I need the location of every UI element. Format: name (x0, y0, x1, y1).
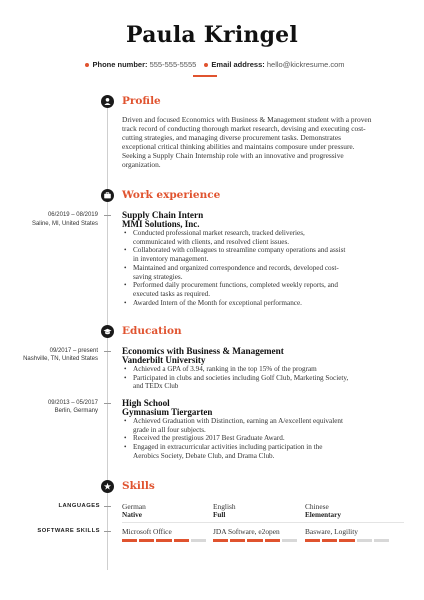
list-item: • Collaborated with colleagues to streamline company operations and assist in inventory management. (122, 246, 404, 263)
phone-value: 555-555-5555 (149, 60, 197, 69)
profile-line: Driven and focused Economics with Business & Management student with a proven (122, 115, 372, 124)
rating-segment (357, 539, 372, 542)
email-value: hello@kickresume.com (266, 60, 345, 69)
skills-heading: Skills (122, 480, 155, 492)
list-item: • Achieved Graduation with Distinction, earning an A/excellent equivalent grade in all four subjects. (122, 417, 404, 434)
person-icon (101, 95, 114, 108)
job-company: MMI Solutions, Inc. (122, 219, 200, 229)
rating-segment (174, 539, 189, 542)
job-bullets (122, 229, 404, 307)
skills-divider (122, 522, 404, 523)
timeline-tick (104, 531, 111, 532)
profile-heading: Profile (122, 95, 161, 107)
list-item: • Received the prestigious 2017 Best Graduate Award. (122, 434, 404, 443)
job-title: Supply Chain Intern (122, 210, 204, 220)
rating-segment (191, 539, 206, 542)
resume-name: Paula Kringel (126, 22, 298, 48)
list-item: • Awarded Intern of the Month for exceptional performance. (122, 299, 404, 308)
graduation-cap-icon (101, 325, 114, 338)
education-school: Gymnasium Tiergarten (122, 407, 213, 417)
briefcase-icon (101, 189, 114, 202)
rating-segment (265, 539, 280, 542)
timeline-tick (104, 215, 111, 216)
software-name: JDA Software, e2open (213, 527, 280, 536)
education-heading: Education (122, 325, 182, 337)
education-school: Vanderbilt University (122, 355, 206, 365)
rating-segment (230, 539, 245, 542)
language-name: Chinese (305, 502, 329, 511)
software-skills-label: SOFTWARE SKILLS (37, 528, 100, 534)
bullet-dot-icon (85, 63, 89, 67)
skill-rating-bar (213, 539, 297, 542)
education-bullets (122, 365, 404, 391)
list-item: • Performed daily procurement functions, completed weekly reports, and executed tasks as required. (122, 281, 404, 298)
language-level: Native (122, 511, 142, 519)
education-location: Nashville, TN, United States (23, 356, 98, 362)
list-item: • Conducted professional market research, tracked deliveries, communicated with clients, and resolved client issues. (122, 229, 404, 246)
job-location: Saline, MI, United States (31, 221, 98, 227)
work-experience-heading: Work experience (122, 189, 221, 201)
languages-label: LANGUAGES (58, 503, 100, 509)
rating-segment (139, 539, 154, 542)
rating-segment (156, 539, 171, 542)
skill-rating-bar (122, 539, 206, 542)
education-degree: High School (122, 398, 170, 408)
profile-line: cutting strategies, and managing diverse procurement tasks. Demonstrates (122, 132, 341, 142)
language-name: German (122, 502, 146, 511)
profile-text (122, 116, 404, 169)
education-date: 09/2017 – present (49, 348, 98, 354)
software-name: Microsoft Office (122, 527, 172, 536)
email-label: Email address: (211, 60, 265, 69)
contact-line (0, 60, 424, 69)
job-date: 06/2019 – 08/2019 (47, 212, 98, 218)
list-item: • Participated in clubs and societies including Golf Club, Marketing Society, and TEDx Club (122, 374, 404, 391)
education-location: Berlin, Germany (54, 408, 98, 414)
rating-segment (247, 539, 262, 542)
timeline-tick (104, 351, 111, 352)
education-bullets (122, 417, 404, 461)
list-item: • Maintained and organized correspondence and records, developed cost- saving strategies. (122, 264, 404, 281)
rating-segment (213, 539, 228, 542)
language-name: English (213, 502, 236, 511)
list-item: • Engaged in extracurricular activities including participation in the Aerobics Society, Debate Club, and Drama Club. (122, 443, 404, 460)
education-date: 09/2013 – 05/2017 (47, 400, 98, 406)
list-item: • Achieved a GPA of 3.94, ranking in the top 15% of the program (122, 365, 404, 374)
phone-label: Phone number: (92, 60, 148, 69)
rating-segment (122, 539, 137, 542)
profile-line: organization. (122, 159, 161, 169)
rating-segment (339, 539, 354, 542)
bullet-dot-icon (204, 63, 208, 67)
profile-line: Seeking a Supply Chain Internship role with an innovative and progressive (122, 150, 344, 160)
profile-line: track record of conducting thorough market research, devising and executing cost- (122, 123, 366, 133)
education-degree: Economics with Business & Management (122, 346, 284, 356)
rating-segment (322, 539, 337, 542)
timeline-tick (104, 506, 111, 507)
header-accent-line (193, 75, 217, 77)
language-level: Elementary (305, 511, 341, 519)
skill-rating-bar (305, 539, 389, 542)
profile-line: exceptional critical thinking abilities and maintains composure under pressure. (122, 141, 355, 151)
rating-segment (374, 539, 389, 542)
language-level: Full (213, 511, 226, 519)
rating-segment (305, 539, 320, 542)
star-icon (101, 480, 114, 493)
software-name: Basware, Logility (305, 527, 358, 536)
rating-segment (282, 539, 297, 542)
timeline-tick (104, 403, 111, 404)
